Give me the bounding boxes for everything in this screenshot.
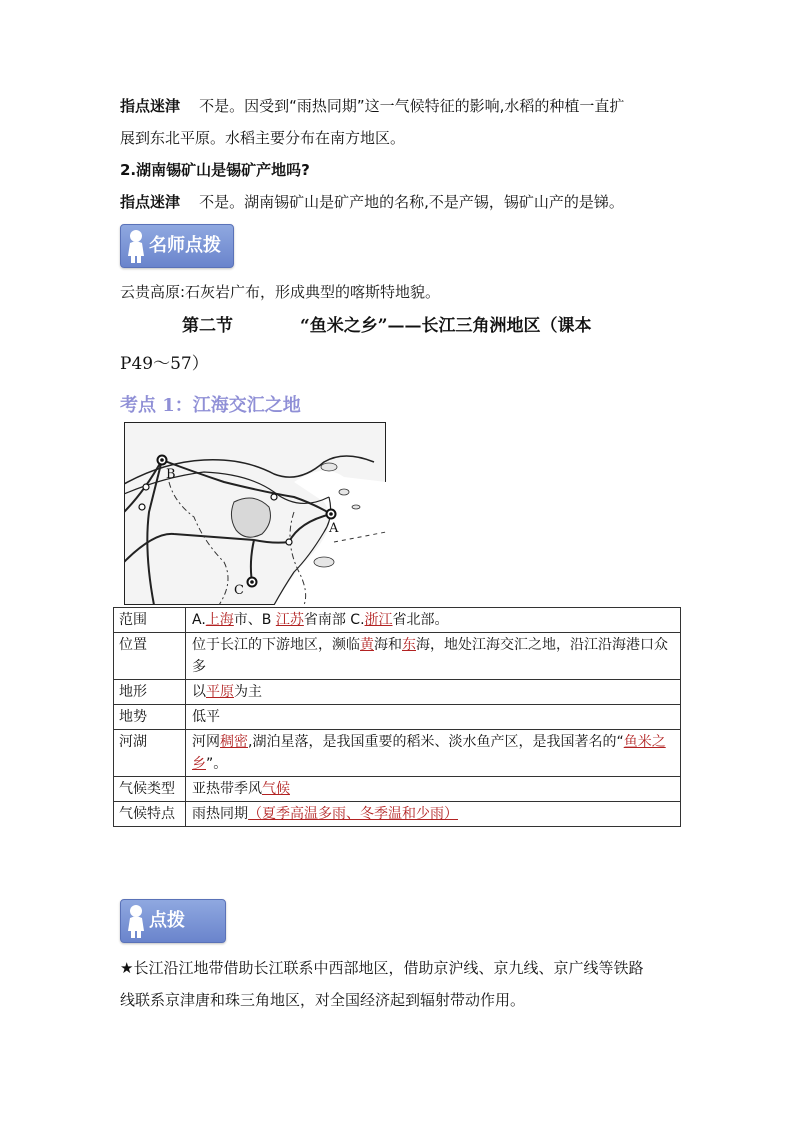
content-text: 位于长江的下游地区，濒临 [192, 637, 360, 653]
city-marker [286, 539, 292, 545]
content-text: 市、B [233, 612, 276, 628]
content-text: 雨热同期 [192, 806, 248, 822]
karst-note: 云贵高原:石灰岩广布，形成典型的喀斯特地貌。 [120, 283, 441, 301]
island [339, 489, 349, 495]
row-label: 气候特点 [114, 802, 186, 827]
answer-keyword: 江苏 [275, 612, 304, 628]
railway-note-line1: ★长江沿江地带借助长江联系中西部地区，借助京沪线、京九线、京广线等铁路 [120, 959, 644, 977]
answer-label: 指点迷津 [120, 193, 181, 211]
city-marker [139, 504, 145, 510]
table-row [114, 608, 681, 633]
answer-keyword: 浙江 [364, 612, 393, 628]
content-text: 省北部。 [392, 612, 449, 628]
answer-keyword: （夏季高温多雨、冬季温和少雨） [248, 806, 458, 822]
section-title: “鱼米之乡”——长江三角洲地区（课本 [300, 316, 592, 336]
row-label: 位置 [114, 633, 186, 680]
question-2: 2.湖南锡矿山是锡矿产地吗? [120, 161, 310, 179]
table-row [114, 705, 681, 730]
badge-label: 名师点拨 [149, 235, 221, 256]
content-text: 河网 [192, 734, 220, 750]
row-label: 气候类型 [114, 777, 186, 802]
row-label: 地形 [114, 680, 186, 705]
section-number: 第二节 [182, 316, 233, 336]
map-label-b: B [166, 467, 176, 482]
answer-1 [120, 90, 700, 122]
answer-keyword: 黄 [360, 637, 374, 653]
content-text: 亚热带季风 [192, 781, 262, 797]
row-content [186, 802, 681, 827]
row-content [186, 680, 681, 705]
row-content [186, 608, 681, 633]
map-label-a: A [329, 521, 339, 536]
delta-info-table [113, 607, 681, 827]
content-text: 低平 [192, 709, 220, 725]
answer-2 [120, 186, 624, 218]
content-text: 为主 [234, 684, 262, 700]
section-pages: P49～57） [120, 354, 209, 374]
tip-badge [120, 899, 226, 943]
content-text: 海和 [374, 637, 402, 653]
table-row [114, 633, 681, 680]
answer-keyword: 稠密 [220, 734, 248, 750]
taihu-lake [231, 498, 270, 537]
content-text: A. [192, 612, 206, 628]
row-label: 范围 [114, 608, 186, 633]
person-icon [125, 228, 147, 264]
answer-keyword: 气候 [262, 781, 290, 797]
row-label: 河湖 [114, 730, 186, 777]
row-content [186, 730, 681, 777]
badge-label: 点拨 [149, 910, 185, 931]
content-text: ,湖泊星落，是我国重要的稻米、淡水鱼产区，是我国著名的“ [248, 734, 624, 750]
content-text: 以 [192, 684, 206, 700]
island [352, 505, 360, 509]
answer-keyword: 鱼米之乡 [192, 734, 666, 772]
answer-keyword: 东 [402, 637, 416, 653]
teacher-tip-badge [120, 224, 234, 268]
city-marker [143, 484, 149, 490]
answer-text: 不是。湖南锡矿山是矿产地的名称,不是产锡，锡矿山产的是锑。 [199, 193, 624, 211]
answer-keyword: 平原 [206, 684, 234, 700]
person-icon [125, 903, 147, 939]
table-row [114, 730, 681, 777]
city-marker [271, 494, 277, 500]
railway-note-line2: 线联系京津唐和珠三角地区，对全国经济起到辐射带动作用。 [120, 991, 526, 1009]
answer-1-continued: 展到东北平原。水稻主要分布在南方地区。 [120, 129, 406, 147]
island [321, 463, 337, 471]
table-row [114, 777, 681, 802]
row-content [186, 705, 681, 730]
row-content [186, 777, 681, 802]
island [314, 557, 334, 567]
content-text: 海，地处江海交汇之地，沿江沿海港口众多 [192, 637, 668, 675]
row-content [186, 633, 681, 680]
content-text: 省南部 C. [303, 612, 365, 628]
answer-label: 指点迷津 [120, 97, 181, 115]
row-label: 地势 [114, 705, 186, 730]
map-label-c: C [234, 583, 244, 598]
yangtze-delta-map [124, 422, 386, 605]
answer-keyword: 上海 [205, 612, 234, 628]
table-row [114, 680, 681, 705]
content-text: ”。 [206, 756, 228, 772]
table-row [114, 802, 681, 827]
answer-text: 不是。因受到“雨热同期”这一气候特征的影响,水稻的种植一直扩 [199, 97, 625, 115]
exam-point-heading: 考点 1：江海交汇之地 [120, 395, 301, 416]
